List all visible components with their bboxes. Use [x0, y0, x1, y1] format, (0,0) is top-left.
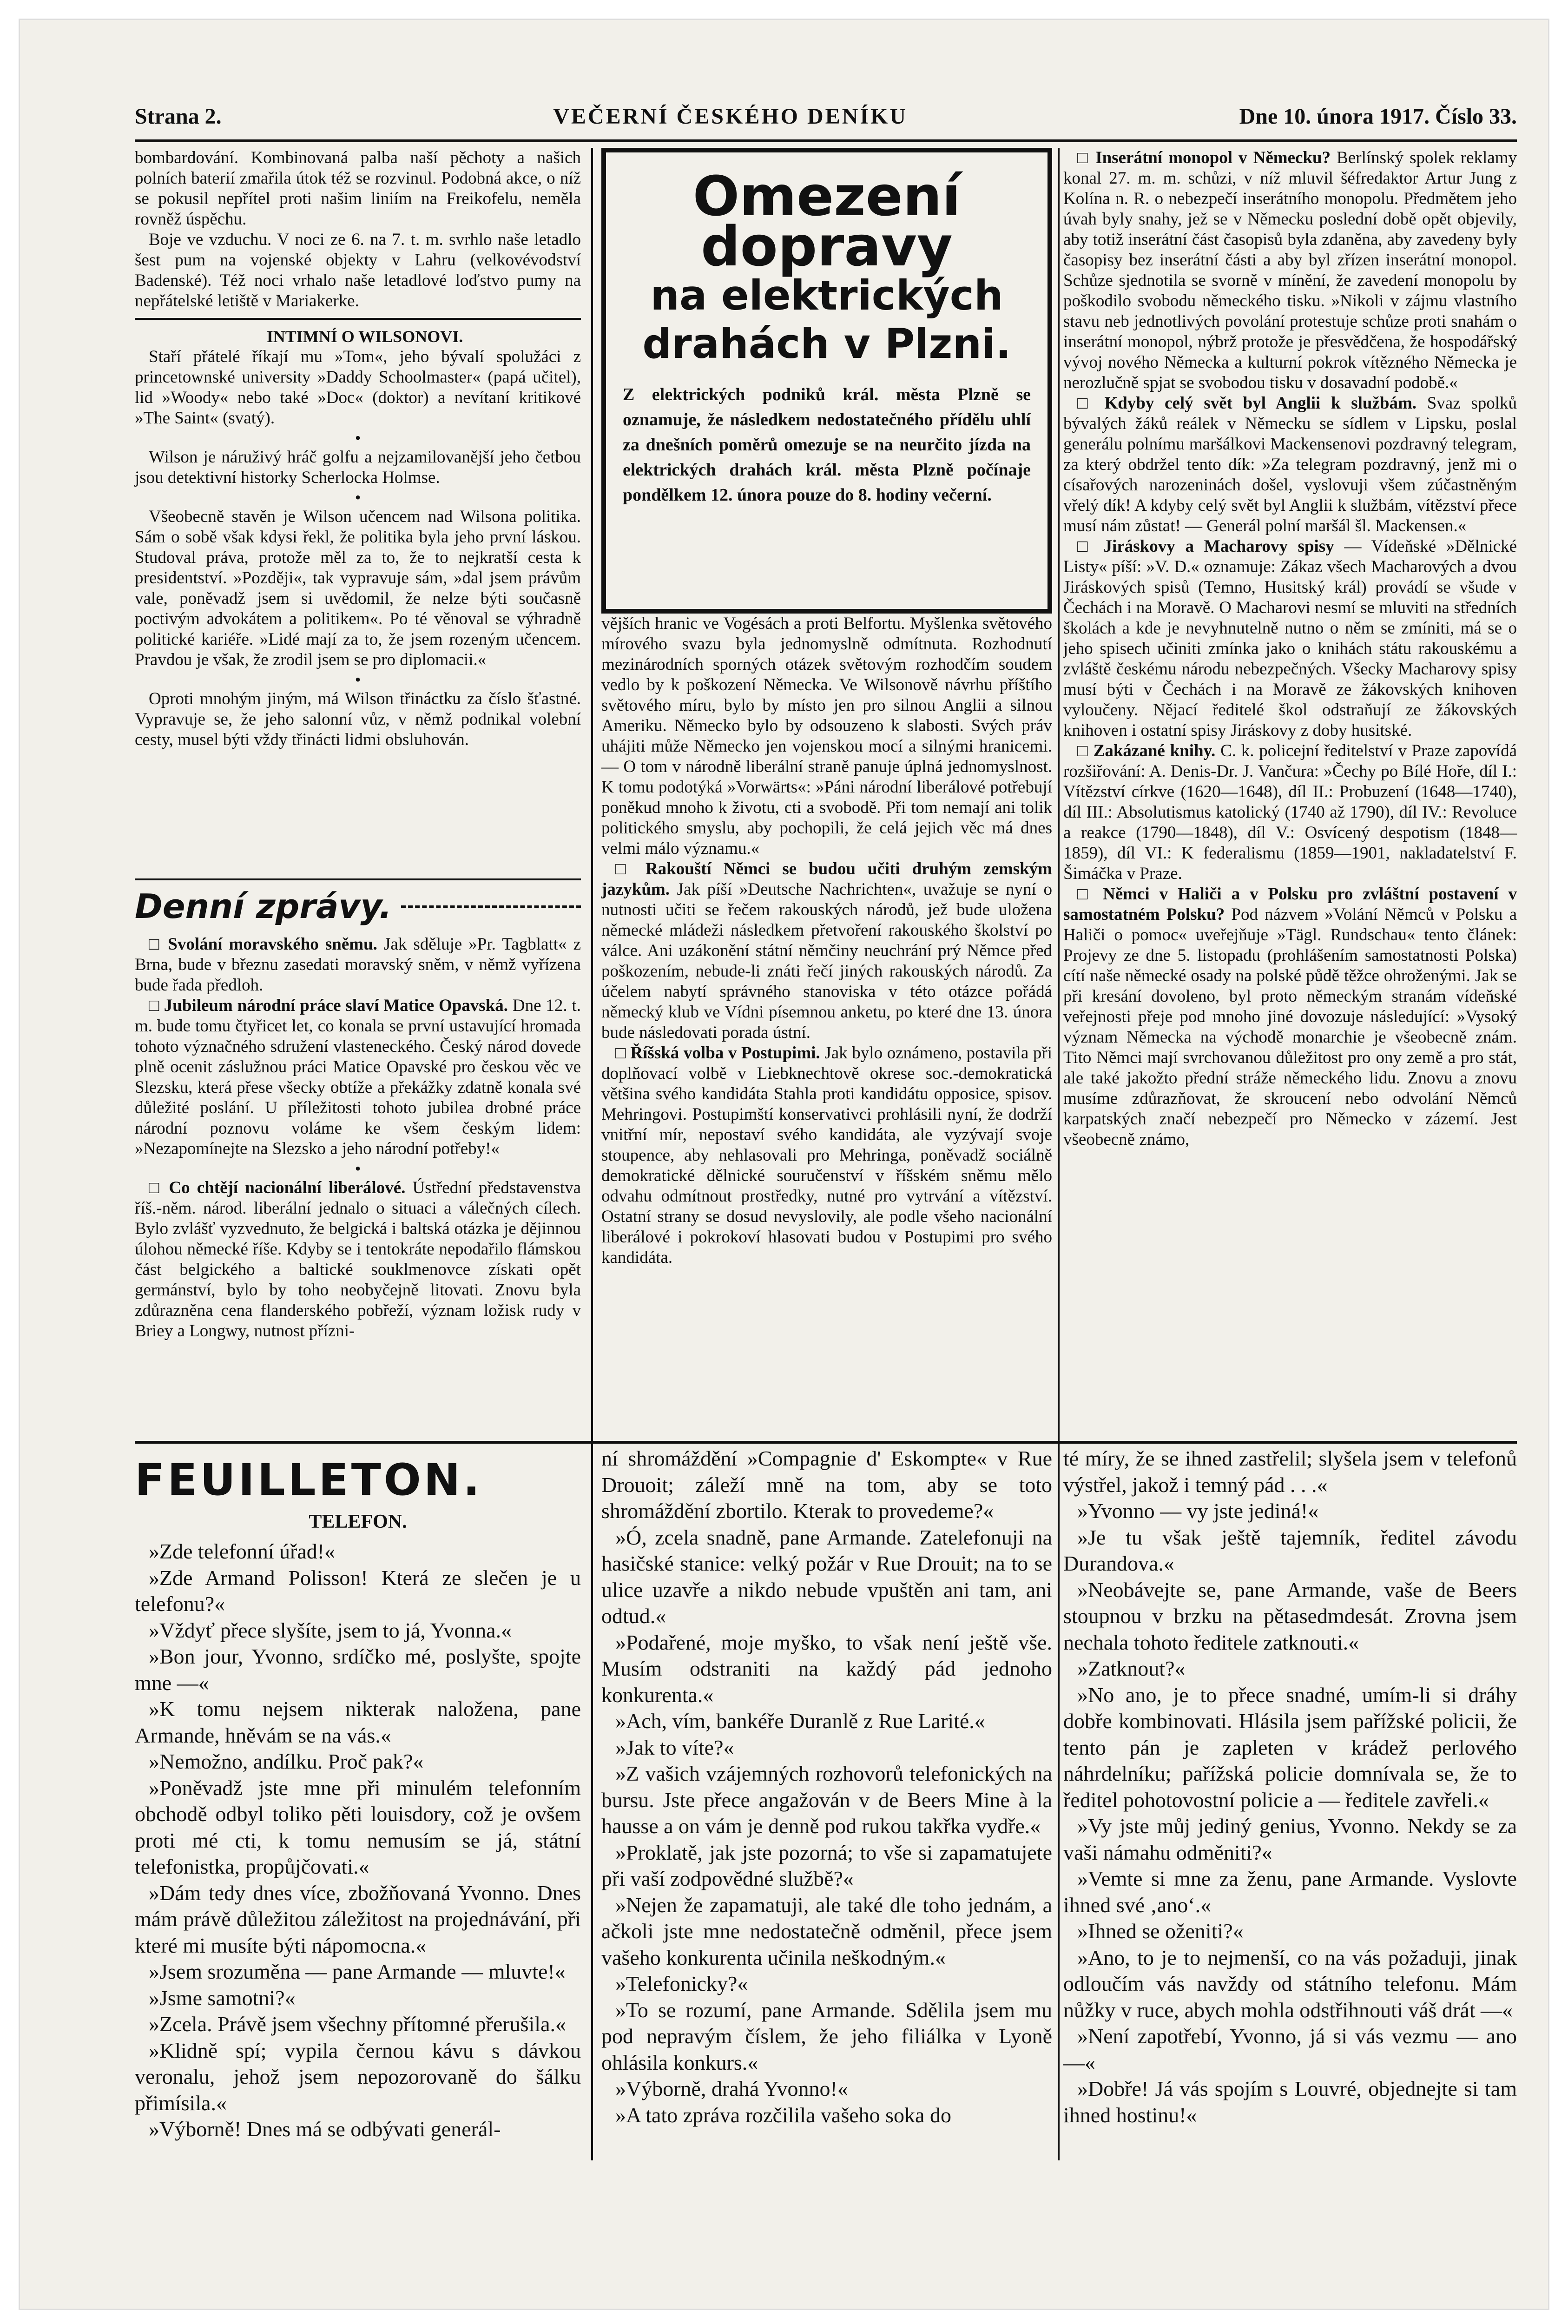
wilson-paragraph: Wilson je náruživý hráč golfu a nejzamilovanější jeho četbou jsou detektivní historky Scherlocka Holmse.: [135, 448, 581, 487]
dialogue-line: »Ano, to je to nejmenší, co na vás požaduji, jinak odloučím vás navždy od státního telefonu. Mám nůžky v ruce, abych mohla odstřihnouti váš drát —«: [1063, 1945, 1517, 2022]
dialogue-line: »Výborně, drahá Yvonno!«: [615, 2077, 848, 2100]
dialogue-line: »Vy jste můj jediný genius, Yvonno. Nekdy se za vaši námahu odměniti?«: [1063, 1814, 1517, 1864]
column-2-news: [601, 614, 1052, 1268]
feuilleton-column-3: [1063, 1446, 1517, 2128]
feuilleton-rule: [135, 1441, 1517, 1444]
news-item: □ Inserátní monopol v Německu? Berlínský spolek reklamy konal 27. m. m. schůzi, v níž mluvil šéfredaktor Artur Jung z Kolína n. R. o nebezpečí inserátního monopolu. Předmětem jeho úvah byly snahy, jež se v Německu poslední době opět objevily, aby totiž inserátní část časopisů byla zdaněna, aby zavedeny byly časopisy bez inserátní části a aby byl zřízen inserátní monopol. Schůze sjednotila se svorně v mínění, že zavedení monopolu by poškodilo svobodu německého tisku. »Nikoli v zájmu vlastního stavu neb jednotlivých povolání protestuje schůze proti snahám o inserátní monopol, nýbrž protože je přesvědčena, že hospodářský vývoj nového Německa a kulturní pokrok vítězného Německa je nerozlučně spjat se svobodou tisku v dosavadní podobě.«: [1063, 148, 1517, 392]
separator-dot: •: [355, 488, 361, 507]
dialogue-line: »Klidně spí; vypila černou kávu s dávkou veronalu, jehož jsem nepozorovaně do šálku přimísila.«: [135, 2038, 581, 2115]
dialogue-line: »Proklatě, jak jste pozorná; to vše si zapamatujete při vaší zodpovědné službě?«: [601, 1840, 1052, 1890]
wilson-paragraph: Staří přátelé říkají mu »Tom«, jeho bývalí spolužáci z princetownské university »Daddy Schoolmaster« (papá učitel), lid »Woody« nebo také »Doc« (doktor) a nevítaní kritikové »The Saint« (svatý).: [135, 347, 581, 428]
news-item: □ Jubileum národní práce slaví Matice Opavská. Dne 12. t. m. bude tomu čtyřicet let, co konala se první ustavující hromada tohoto význačného sdružení vlasteneckého. Český národ dovede plně ocenit záslužnou práci Matice Opavské pro českou věc ve Slezsku, která přese všecky obtíže a překážky zdatně konala své důležité poslání. U příležitosti tohoto jubilea drobné práce národní poznovu voláme ke všem českým lidem: »Nezapomínejte na Slezsko a jeho národní potřeby!«: [135, 996, 581, 1158]
column-rule: [1058, 148, 1060, 2160]
dialogue-line: »Není zapotřebí, Yvonno, já si vás vezmu — ano —«: [1063, 2024, 1517, 2074]
wilson-heading: INTIMNÍ O WILSONOVI.: [266, 327, 463, 346]
feuilleton-column-2: [601, 1446, 1052, 2128]
section-rule: [135, 318, 581, 320]
masthead: VEČERNÍ ČESKÉHO DENÍKU: [553, 104, 908, 129]
column-3-news: [1063, 148, 1517, 1150]
dialogue-line: »Jsme samotni?«: [149, 1986, 296, 2010]
advert-tram-restrictions: [601, 148, 1052, 614]
dialogue-line: »Je tu však ještě tajemník, ředitel závodu Durandova.«: [1063, 1525, 1517, 1575]
dialogue-line: »Poněvadž jste mne při minulém telefonním obchodě odbyl toliko pěti louisdory, což je ovšem proti mé cti, k tomu nemusím se já, státní telefonistka, propůjčovati.«: [135, 1776, 581, 1878]
news-item: □ Jiráskovy a Macharovy spisy — Vídeňské »Dělnické Listy« píší: »V. D.« oznamuje: Zákaz všech Macharových a dvou Jiráskových spisů (Temno, Husitský král) provádí se všude v Čechách i na Moravě. O Macharovi nesmí se mluviti na středních školách a kde je nevyhnutelně nutno o něm se zmíniti, má se o jeho spisech učiniti zmínka jako o knihách státu rakouskému a zvláště českému národu nebezpečných. Všecky Macharovy spisy musí býti v Čechách i na Moravě ze žákovských knihoven vyloučeny. Nějací ředitelé škol odstraňují ze žákovských knihoven i ostatní spisy Jiráskovy z doby husitské.: [1063, 537, 1517, 740]
news-item: □ Němci v Haliči a v Polsku pro zvláštní postavení v samostatném Polsku? Pod názvem »Volání Němců v Polsku a Haliči o pomoc« uveřejňuje »Tägl. Rundschau« tento článek: Projevy ze dne 5. listopadu (prohlášením samostatnosti Polska) cítí naše německé osady na polské půdě těžce ohroženými. Jak se při kresání dovoleno, byl proto německým stranám vídeňské veřejnosti přeje pod mnoho jiné dovozuje následující: »Vysoký význam Německa na východě monarchie je všeobecně znám. Tito Němci mají svrchovanou důležitost pro ony země a pro stát, ale také jakožto přední stráže německého lidu. Znovu a znovu musíme zdůrazňovat, že skroucení nebo odvolání Němců karpatských značí nebezpečí pro Německo v zázemí. Jest všeobecně známo,: [1063, 885, 1517, 1149]
dialogue-line: »Zatknout?«: [1077, 1657, 1186, 1680]
advert-title-line: dopravy: [701, 214, 953, 278]
dialogue-line: »A tato zpráva rozčilila vašeho soka do: [615, 2103, 951, 2127]
news-item: □ Říšská volba v Postupimi. Jak bylo oznámeno, postavila při doplňovací volbě v Liebknechtově okrese soc.-demokratická většina svého kandidáta Stahla proti kandidátu opposice, spisov. Mehringovi. Postupimští konservativci prohlásili nyní, že dodrží vnitřní mír, nepostaví svého kandidáta, ale vyzývají svoje stoupence, aby nehlasovali pro Mehringa, poněvadž sociálně demokratické dělnické souručenství v říšském sněmu mělo odvahu odmítnout prostředky, nutné pro vytrvání a vítězství. Ostatní strany se dosud nevyslovily, ale podle všeho nacionální liberálové i pokrokoví hlasovati budou v Postupimi pro svého kandidáta.: [601, 1043, 1052, 1267]
issue-date: Dne 10. února 1917. Číslo 33.: [1239, 104, 1517, 129]
dialogue-line: »Jak to víte?«: [615, 1735, 734, 1759]
dialogue-line: »Telefonicky?«: [615, 1972, 748, 1995]
dialogue-line: »Ihned se oženiti?«: [1077, 1919, 1244, 1943]
wilson-paragraph: Všeobecně stavěn je Wilson učencem nad Wilsona politika. Sám o sobě však kdysi řekl, že politika byla jeho první láskou. Studoval práva, protože měl za to, že to nejkratší cesta k presidentství. »Později«, tak vypravuje sám, »dal jsem právům vale, poněvadž jsem si uvědomil, že nelze býti současně poctivým advokátem a politikem«. Po té věnoval se výhradně politické kariéře. »Lidé mají za to, že jsem rozeným učencem. Pravdou je však, že zrodil jsem se pro diplomacii.«: [135, 507, 581, 669]
dialogue-line: »Jsem srozuměna — pane Armande — mluvte!«: [149, 1960, 566, 1983]
dialogue-line: »To se rozumí, pane Armande. Sdělila jsem mu pod nepravým číslem, že jeho filiálka v Lyoně ohlásila konkurs.«: [601, 1998, 1052, 2074]
feuilleton-heading: FEUILLETON.: [135, 1455, 483, 1505]
header-rule: [135, 139, 1517, 142]
dialogue-line: »Ach, vím, bankéře Duranlě z Rue Larité.«: [615, 1709, 985, 1733]
dialogue-line: »Zcela. Právě jsem všechny přítomné přerušila.«: [149, 2012, 566, 2036]
news-item: □ Co chtějí nacionální liberálové. Ústřední představenstva říš.-něm. národ. liberální jednalo o situaci a válečných cílech. Bylo zvlášť vyzvednuto, že belgická i baltská otázka je dějinnou úlohou německé říše. Kdyby se i tentokráte nepodařilo flámskou část belgického a baltické souklmenovce získati opět germánství, bylo by toho neobyčejně litovati. Znovu byla zdůrazněna cena flanderského pobřeží, význam ložisk rudy v Briey a Longwy, nutnost přízni-: [135, 1178, 581, 1340]
news-paragraph: bombardování. Kombinovaná palba naší pěchoty a našich polních baterií zmařila útok též se rozvinul. Podobná akce, o níž se pokusil nepřítel proti našim liniím na Freikofelu, neměla rovněž úspěchu.: [135, 148, 581, 229]
dialogue-line: »Yvonno — vy jste jediná!«: [1077, 1499, 1319, 1523]
section-rule: [135, 878, 581, 880]
dialogue-line: té míry, že se ihned zastřelil; slyšela jsem v telefonů výstřel, jakož i temný pád . . .«: [1063, 1446, 1517, 1497]
page-header: [135, 100, 1517, 132]
column-1-news: [135, 148, 581, 750]
separator-dot: •: [355, 1159, 361, 1178]
news-paragraph: Boje ve vzduchu. V noci ze 6. na 7. t. m. svrhlo naše letadlo šest pum na vojenské objekty v Lahru (velkovévodství Badenské). Též noci vrhalo naše letadlové loďstvo pumy na nepřátelské letiště v Mariakerke.: [135, 230, 581, 310]
dialogue-line: »Dám tedy dnes více, zbožňovaná Yvonno. Dnes mám právě důležitou záležitost na projednávání, při které mi musíte býti nápomocna.«: [135, 1881, 581, 1957]
dialogue-line: »Vemte si mne za ženu, pane Armande. Vyslovte ihned své ‚ano‘.«: [1063, 1867, 1517, 1917]
denni-zpravy-column: [135, 934, 581, 1341]
dialogue-line: »Bon jour, Yvonno, srdíčko mé, poslyšte, spojte mne —«: [135, 1644, 581, 1695]
dialogue-line: »Vždyť přece slyšíte, jsem to já, Yvonna.«: [149, 1618, 512, 1642]
news-item: □ Zakázané knihy. C. k. policejní ředitelství v Praze zapovídá rozšiřování: A. Denis-Dr. J. Vančura: »Čechy po Bílé Hoře, díl I.: Vítězství církve (1620—1648), díl II.: Probuzení (1648—1740), díl III.: Absolutismus katolický (1740 až 1790), díl IV.: Revoluce a reakce (1790—1848), díl V.: Osvícený despotism (1848—1859), díl VI.: K federalismu (1859—1901, nakladatelství F. Šimáčka v Praze.: [1063, 741, 1517, 883]
dialogue-line: »No ano, je to přece snadné, umím-li si dráhy dobře kombinovati. Hlásila jsem pařížské policii, že tento pán je zapleten v krádež perlového náhrdelníku; pařížská policie domnívala se, že to ředitel pohotovostní policie a — ředitele zavřeli.«: [1063, 1683, 1517, 1812]
news-item: □ Kdyby celý svět byl Anglii k službám. Svaz spolků bývalých žáků reálek v Německu se sídlem v Lipsku, poslal generálu polnímu maršálkovi Mackensenovi pozdravný telegram, za který obdržel tento dík: »Za telegram pozdravný, jenž mi o císařových narozeninách došel, vyslovuji všem zúčastněným vřelý dík! A kdyby celý svět byl Anglii k službám, vítězství přece musí nám zůstat! — Generál polní maršál šl. Mackensen.«: [1063, 394, 1517, 535]
page-number: Strana 2.: [135, 104, 222, 129]
dialogue-line: »Zde telefonní úřad!«: [149, 1539, 336, 1563]
dialogue-line: »Zde Armand Polisson! Která ze slečen je u telefonu?«: [135, 1565, 581, 1616]
dialogue-line: »Dobře! Já vás spojím s Louvré, objednejte si tam ihned hostinu!«: [1063, 2077, 1517, 2127]
advert-body: Z elektrických podniků král. města Plzně se oznamuje, že následkem nedostatečného přídělu uhlí za dnešních poměrů omezuje se na neurčito jízda na elektrických drahách král. města Plzně počínaje pondělkem 12. února pouze do 8. hodiny večerní.: [623, 385, 1031, 505]
feuilleton-subtitle: TELEFON.: [309, 1511, 407, 1532]
column-rule: [591, 148, 593, 2160]
separator-dot: •: [355, 670, 361, 689]
dialogue-line: »Nejen že zapamatuji, ale také dle toho jednám, a ačkoli jste mne nedostatečně odměnil, přece jsem vašeho konkurenta učinila neškodným.«: [601, 1893, 1052, 1969]
dialogue-line: »Výborně! Dnes má se odbývati generál-: [149, 2117, 501, 2141]
dialogue-line: »K tomu nejsem nikterak naložena, pane Armande, hněvám se na vás.«: [135, 1697, 581, 1747]
feuilleton-column-1: [135, 1538, 581, 2143]
news-item: □ Rakouští Němci se budou učiti druhým zemským jazykům. Jak píší »Deutsche Nachrichten«, uvažuje se nyní o nutnosti učiti se řečem rakouských národů, jež bude uložena německé mládeži následkem přetvoření rakouského školství po válce. Ani uzákonění státní němčiny neuchrání prý Němce před poškozením, nebude-li znáti řečí jiných rakouských národů. Za účelem nabytí správného stanoviska v této otázce pořádá německý klub ve Vídni písemnou anketu, po které dne 13. února bude následovati porada ústní.: [601, 859, 1052, 1042]
advert-title-line: na elektrických: [650, 271, 1003, 319]
dialogue-line: »Podařené, moje myško, to však není ještě vše. Musím odstraniti na každý pád jednoho konkurenta.«: [601, 1630, 1052, 1707]
dialogue-line: »Neobávejte se, pane Armande, vaše de Beers stoupnou v brzku na pětasedmdesát. Zrovna jsem nechala tohoto ředitele zatknouti.«: [1063, 1578, 1517, 1654]
dialogue-line: »Ó, zcela snadně, pane Armande. Zatelefonuji na hasičské stanice: velký požár v Rue Drouit; na to se ulice uzavře a nikdo nebude vpuštěn ani tam, ani odtud.«: [601, 1525, 1052, 1628]
news-item: □ Svolání moravského sněmu. Jak sděluje »Pr. Tagblatt« z Brna, bude v březnu zasedati moravský sněm, v němž vyřízena bude řada předloh.: [135, 935, 581, 995]
denni-zpravy-heading: Denní zprávy.: [135, 887, 581, 926]
separator-dot: •: [355, 429, 361, 447]
advert-title-line: drahách v Plzni.: [642, 320, 1011, 368]
advert-title-line: Omezení: [692, 164, 961, 228]
dialogue-line: ní shromáždění »Compagnie d' Eskompte« v Rue Drouoit; záleží mně na tom, aby se toto shromáždění zbortilo. Kterak to provedeme?«: [601, 1446, 1052, 1523]
dialogue-line: »Z vašich vzájemných rozhovorů telefonických na bursu. Jste přece angažován v de Beers Mine à la hausse a on vám je denně pod rukou takřka vydře.«: [601, 1762, 1052, 1838]
news-paragraph: vějších hranic ve Vogésách a proti Belfortu. Myšlenka světového mírového svazu byla jednomyslně odmítnuta. Rozhodnutí mezinárodních sporných otázek světovým rozhodčím soudem vedlo by k poškození Německa. Ve Wilsonově návrhu příštího světového míru, bylo by místo jen pro silnou Anglii a silnou Ameriku. Německo bylo by odsouzeno k slabosti. Svých práv uhájiti může Německo jen vojenskou mocí a silnými hranicemi. — O tom v národně liberální straně panuje úplná jednomyslnost. K tomu podotýká »Vorwärts«: »Páni národní liberálové potřebují poněkud mnoho k životu, cti a svobodě. Při tom nemají ani tolik politického smyslu, aby pochopili, že celá jejich věc má dnes velmi málo významu.«: [601, 614, 1052, 858]
dialogue-line: »Nemožno, andílku. Proč pak?«: [149, 1750, 424, 1773]
wilson-paragraph: Oproti mnohým jiným, má Wilson třináctku za číslo šťastné. Vypravuje se, že jeho salonní vůz, v němž podnikal volební cesty, musel býti vždy třinácti lidmi obsluhován.: [135, 689, 581, 749]
